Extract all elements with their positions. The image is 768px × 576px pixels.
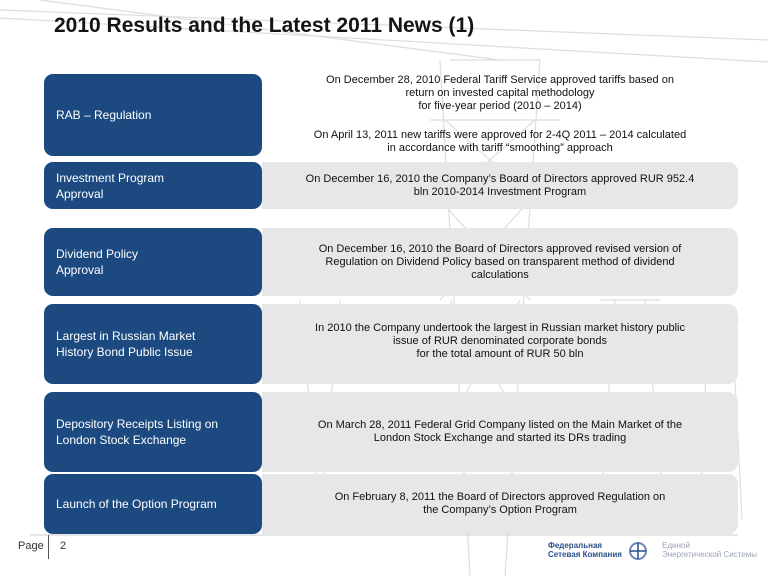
text-box-bond-issue — [262, 304, 738, 384]
label-line: Investment Program — [56, 170, 165, 185]
label-box-dividend-policy — [44, 228, 262, 296]
label-box-depository-receipts — [44, 392, 262, 472]
text-line: On December 16, 2010 the Company’s Board of Directors approved RUR 952.4 — [305, 172, 695, 185]
company-name-left — [548, 541, 622, 559]
text-box-dividend-policy — [262, 228, 738, 296]
page-label: Page — [18, 540, 44, 552]
rab-description-para1 — [268, 74, 732, 113]
label-line: Dividend Policy — [56, 247, 139, 261]
label-line: Launch of the Option Program — [56, 497, 217, 511]
text-line: the Company’s Option Program — [423, 504, 577, 516]
text-line: for five-year period (2010 – 2014) — [418, 100, 582, 112]
page-number: 2 — [60, 540, 67, 552]
label-line: Largest in Russian Market — [56, 329, 196, 343]
rab-description-para2 — [268, 129, 732, 155]
label-line: London Stock Exchange — [56, 433, 187, 447]
label-line: Depository Receipts Listing on — [56, 417, 219, 431]
footer-divider — [48, 535, 49, 559]
page-title: 2010 Results and the Latest 2011 News (1) — [54, 14, 475, 37]
text-line: On April 13, 2011 new tariffs were approved for 2-4Q 2011 – 2014 calculated — [313, 129, 687, 141]
text-line: issue of RUR denominated corporate bonds — [392, 335, 607, 347]
label-box-option-program — [44, 474, 262, 534]
label-line: RAB – Regulation — [56, 108, 152, 122]
label-line: Approval — [56, 263, 104, 277]
label-box-investment-program — [44, 162, 262, 209]
text-box-option-program — [262, 474, 738, 534]
logo-line: Сетевая Компания — [548, 550, 622, 559]
text-box-depository-receipts — [262, 392, 738, 472]
label-line: Approval — [56, 186, 104, 201]
text-line: In 2010 the Company undertook the largest in Russian market history public — [315, 322, 685, 334]
company-logo-icon — [624, 540, 652, 562]
text-line: bln 2010-2014 Investment Program — [413, 185, 587, 198]
text-line: On December 16, 2010 the Board of Directors approved revised version of — [318, 242, 682, 255]
text-line: return on invested capital methodology — [405, 87, 595, 99]
logo-line: Энергетической Системы — [662, 550, 757, 559]
text-line: Regulation on Dividend Policy based on transparent method of dividend — [325, 255, 675, 268]
text-line: for the total amount of RUR 50 bln — [416, 348, 584, 360]
text-line: On December 28, 2010 Federal Tariff Service approved tariffs based on — [326, 74, 674, 86]
company-name-right — [662, 541, 757, 559]
text-box-investment-program — [262, 162, 738, 209]
text-line: London Stock Exchange and started its DRs trading — [373, 432, 627, 444]
text-line: On March 28, 2011 Federal Grid Company listed on the Main Market of the — [317, 419, 683, 431]
label-box-rab-regulation — [44, 74, 262, 156]
text-line: calculations — [471, 268, 529, 281]
label-line: History Bond Public Issue — [56, 345, 193, 359]
logo-line: Единой — [662, 541, 690, 550]
text-line: in accordance with tariff “smoothing” approach — [387, 142, 613, 154]
logo-line: Федеральная — [548, 541, 603, 550]
text-line: On February 8, 2011 the Board of Directors approved Regulation on — [334, 491, 666, 503]
label-box-bond-issue — [44, 304, 262, 384]
